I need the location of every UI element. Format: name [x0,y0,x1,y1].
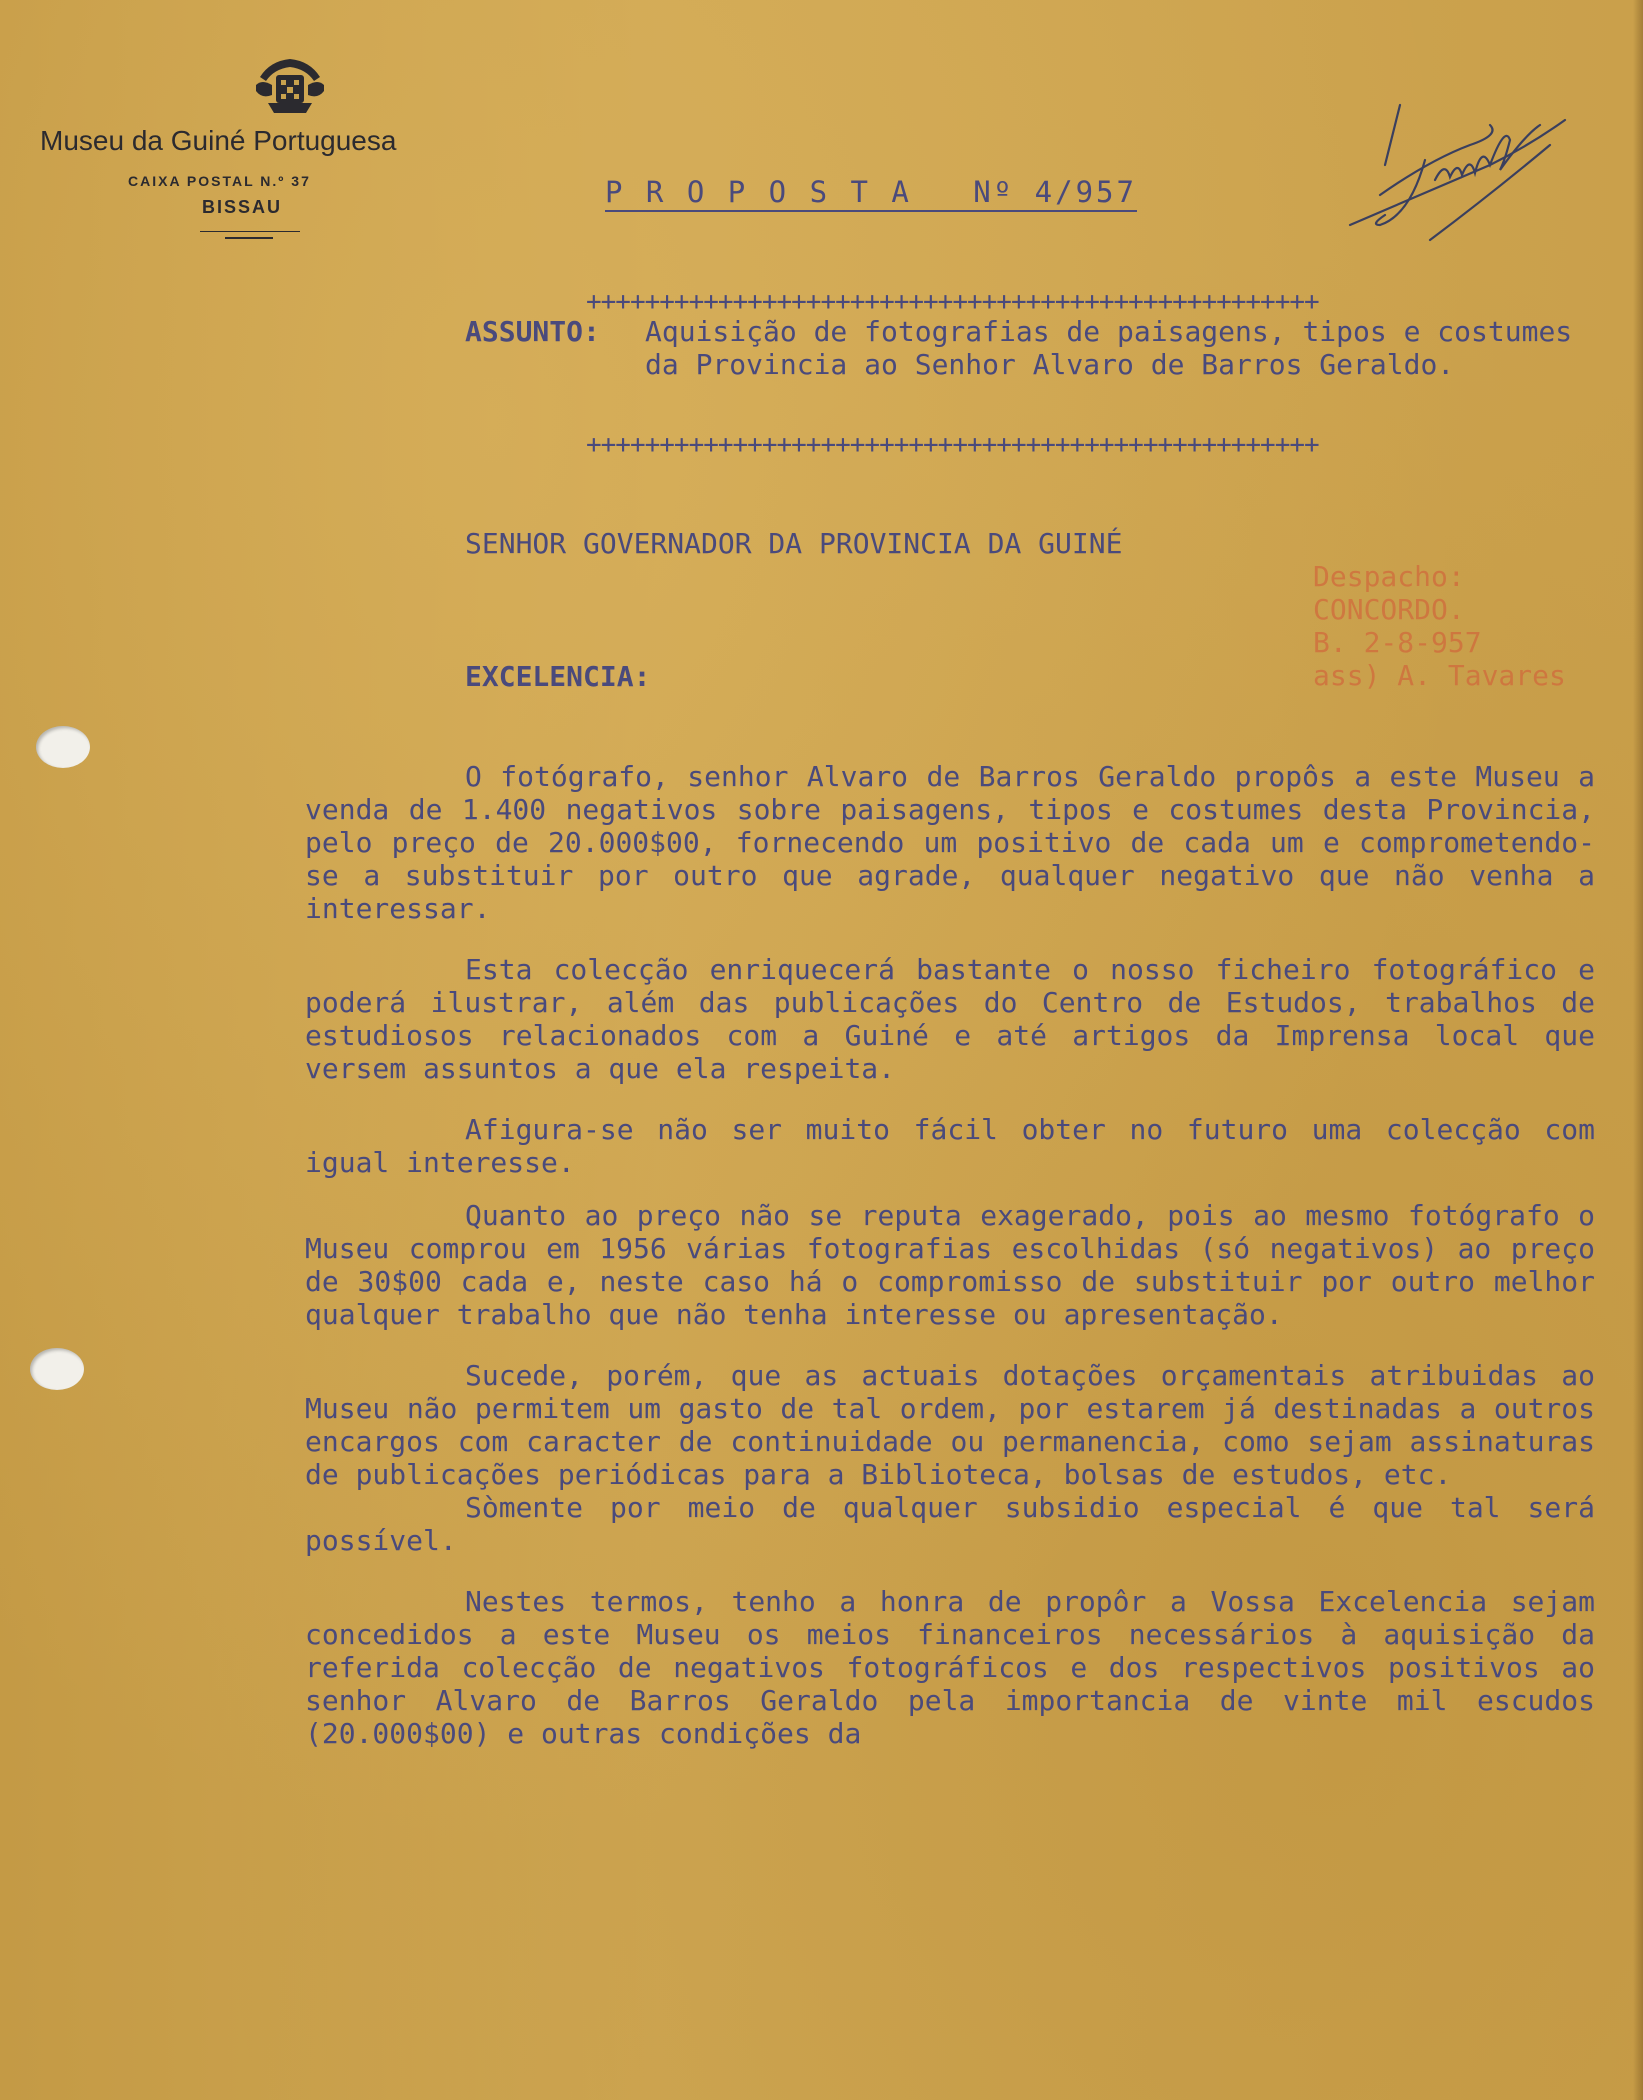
subject-text: Aquisição de fotografias de paisagens, tipos e costumes da Provincia ao Senhor Alvaro de Barros Geraldo. [645,315,1590,381]
postal-box: CAIXA POSTAL N.º 37 [128,173,311,189]
body-paragraph-3: Afigura-se não ser muito fácil obter no futuro uma colecção com igual interesse. [305,1113,1595,1179]
paper-edge-shadow [1633,0,1643,2100]
coat-of-arms-icon [250,55,330,117]
separator-top: ++++++++++++++++++++++++++++++++++++++++++++++++++ [586,287,1319,317]
letterhead-rule-short [225,237,273,239]
body-paragraph-5: Sucede, porém, que as actuais dotações orçamentais atribuidas ao Museu não permitem um gasto de tal ordem, por estarem já destinadas a outros encargos com caracter de continuidade ou permanencia, como sejam assinaturas de publicações periódicas para a Biblioteca, bolsas de estudos, etc. [305,1359,1595,1491]
letter-body [305,760,1595,1750]
body-paragraph-7: Nestes termos, tenho a honra de propôr a Vossa Excelencia sejam concedidos a este Museu os meios financeiros necessários à aquisição da referida colecção de negativos fotográficos e dos respectivos positivos ao senhor Alvaro de Barros Geraldo pela importancia de vinte mil escudos (20.000$00) e outras condições da [305,1585,1595,1750]
body-paragraph-4: Quanto ao preço não se reputa exagerado, pois ao mesmo fotógrafo o Museu comprou em 1956 várias fotografias escolhidas (só negativos) ao preço de 30$00 cada e, neste caso há o compromisso de substituir por outro melhor qualquer trabalho que não tenha interesse ou apresentação. [305,1199,1595,1331]
body-paragraph-1: O fotógrafo, senhor Alvaro de Barros Geraldo propôs a este Museu a venda de 1.400 negativos sobre paisagens, tipos e costumes desta Provincia, pelo preço de 20.000$00, fornecendo um positivo de cada um e comprometendo-se a substituir por outro que agrade, qualquer negativo que não venha a interessar. [305,760,1595,925]
despacho-decision: CONCORDO. [1313,593,1465,626]
punch-hole-bottom [30,1348,84,1390]
salutation: EXCELENCIA: [465,660,651,693]
despacho-signed: ass) A. Tavares [1313,659,1566,692]
body-paragraph-6: Sòmente por meio de qualquer subsidio especial é que tal será possível. [305,1491,1595,1557]
institution-name: Museu da Guiné Portuguesa [40,125,397,156]
separator-bottom: ++++++++++++++++++++++++++++++++++++++++++++++++++ [586,430,1319,460]
city-name: BISSAU [202,197,283,217]
body-paragraph-2: Esta colecção enriquecerá bastante o nosso ficheiro fotográfico e poderá ilustrar, além das publicações do Centro de Estudos, trabalhos de estudiosos relacionados com a Guiné e até artigos da Imprensa local que versem assuntos a que ela respeita. [305,953,1595,1085]
proposal-title: P R O P O S T A Nº 4/957 [605,175,1137,212]
subject-label: ASSUNTO: [465,315,600,348]
letterhead-rule [200,231,300,232]
handwritten-signature [1340,65,1580,250]
despacho-stamp [1313,560,1633,692]
punch-hole-top [36,726,90,768]
despacho-label: Despacho: [1313,560,1465,593]
addressee: SENHOR GOVERNADOR DA PROVINCIA DA GUINÉ [465,527,1123,560]
despacho-date: B. 2-8-957 [1313,626,1482,659]
